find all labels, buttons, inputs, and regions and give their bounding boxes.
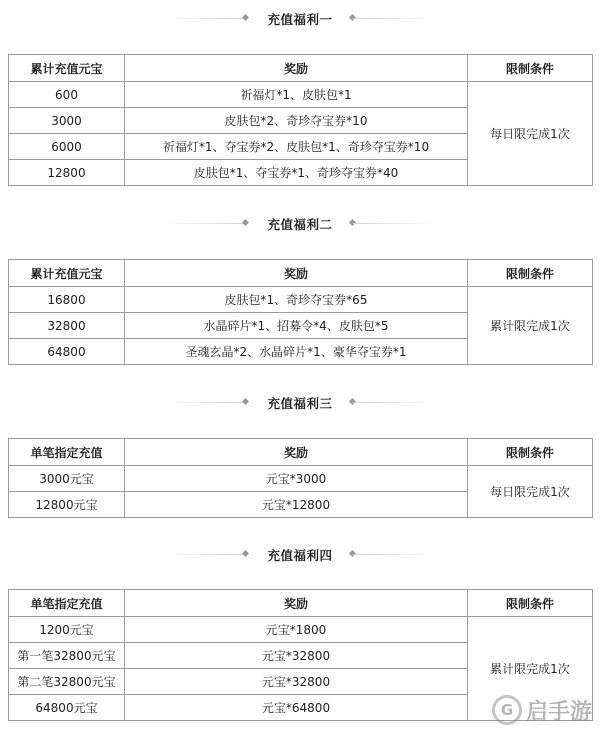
amount-cell: 6000 bbox=[9, 134, 125, 160]
section-title-row bbox=[0, 543, 600, 567]
table-row bbox=[9, 617, 593, 643]
limit-cell: 累计限完成1次 bbox=[468, 287, 593, 365]
table-header-row bbox=[9, 439, 593, 466]
amount-cell: 3000元宝 bbox=[9, 466, 125, 492]
rewards-table-1 bbox=[8, 54, 593, 186]
limit-cell: 每日限完成1次 bbox=[468, 82, 593, 186]
section-title-row bbox=[0, 212, 600, 236]
title-divider-line bbox=[353, 223, 433, 224]
amount-cell: 16800 bbox=[9, 287, 125, 313]
amount-cell: 12800元宝 bbox=[9, 492, 125, 518]
diamond-icon bbox=[242, 550, 249, 557]
header-amount: 累计充值元宝 bbox=[9, 260, 125, 287]
section-title-row bbox=[0, 391, 600, 415]
title-divider-line bbox=[167, 18, 247, 19]
diamond-icon bbox=[242, 14, 249, 21]
section-4 bbox=[0, 543, 600, 567]
diamond-icon bbox=[242, 219, 249, 226]
section-title: 充值福利一 bbox=[267, 12, 333, 27]
header-limit: 限制条件 bbox=[468, 55, 593, 82]
reward-cell: 元宝*3000 bbox=[125, 466, 468, 492]
amount-cell: 64800 bbox=[9, 339, 125, 365]
reward-cell: 皮肤包*2、奇珍夺宝券*10 bbox=[125, 108, 468, 134]
title-divider-line bbox=[167, 223, 247, 224]
header-limit: 限制条件 bbox=[468, 439, 593, 466]
limit-cell: 每日限完成1次 bbox=[468, 466, 593, 518]
amount-cell: 32800 bbox=[9, 313, 125, 339]
reward-cell: 皮肤包*1、夺宝券*1、奇珍夺宝券*40 bbox=[125, 160, 468, 186]
reward-cell: 元宝*64800 bbox=[125, 695, 468, 721]
table-header-row bbox=[9, 260, 593, 287]
title-divider-line bbox=[353, 18, 433, 19]
reward-cell: 祈福灯*1、夺宝券*2、皮肤包*1、奇珍夺宝券*10 bbox=[125, 134, 468, 160]
header-reward: 奖励 bbox=[125, 55, 468, 82]
section-title: 充值福利三 bbox=[267, 396, 333, 411]
reward-cell: 元宝*32800 bbox=[125, 643, 468, 669]
section-title: 充值福利四 bbox=[267, 548, 333, 563]
amount-cell: 3000 bbox=[9, 108, 125, 134]
diamond-icon bbox=[242, 398, 249, 405]
watermark bbox=[492, 692, 592, 728]
reward-cell: 元宝*12800 bbox=[125, 492, 468, 518]
reward-cell: 皮肤包*1、奇珍夺宝券*65 bbox=[125, 287, 468, 313]
reward-cell: 水晶碎片*1、招募令*4、皮肤包*5 bbox=[125, 313, 468, 339]
section-title: 充值福利二 bbox=[267, 217, 333, 232]
amount-cell: 64800元宝 bbox=[9, 695, 125, 721]
rewards-table-3 bbox=[8, 438, 593, 518]
header-amount: 累计充值元宝 bbox=[9, 55, 125, 82]
title-divider-line bbox=[353, 402, 433, 403]
section-title-row bbox=[0, 7, 600, 31]
amount-cell: 第二笔32800元宝 bbox=[9, 669, 125, 695]
header-reward: 奖励 bbox=[125, 260, 468, 287]
section-2 bbox=[0, 212, 600, 236]
limit-cell: 累计限完成1次 bbox=[468, 617, 593, 721]
header-amount: 单笔指定充值 bbox=[9, 590, 125, 617]
table-row bbox=[9, 287, 593, 313]
watermark-logo-icon: G bbox=[492, 695, 522, 725]
header-limit: 限制条件 bbox=[468, 260, 593, 287]
amount-cell: 第一笔32800元宝 bbox=[9, 643, 125, 669]
title-divider-line bbox=[353, 554, 433, 555]
section-3 bbox=[0, 391, 600, 415]
reward-cell: 圣魂玄晶*2、水晶碎片*1、豪华夺宝券*1 bbox=[125, 339, 468, 365]
title-divider-line bbox=[167, 402, 247, 403]
table-header-row bbox=[9, 590, 593, 617]
reward-cell: 元宝*1800 bbox=[125, 617, 468, 643]
reward-cell: 祈福灯*1、皮肤包*1 bbox=[125, 82, 468, 108]
rewards-table-2 bbox=[8, 259, 593, 365]
header-reward: 奖励 bbox=[125, 439, 468, 466]
header-limit: 限制条件 bbox=[468, 590, 593, 617]
section-1 bbox=[0, 7, 600, 31]
reward-cell: 元宝*32800 bbox=[125, 669, 468, 695]
header-reward: 奖励 bbox=[125, 590, 468, 617]
title-divider-line bbox=[167, 554, 247, 555]
header-amount: 单笔指定充值 bbox=[9, 439, 125, 466]
table-header-row bbox=[9, 55, 593, 82]
table-row bbox=[9, 82, 593, 108]
amount-cell: 600 bbox=[9, 82, 125, 108]
table-row bbox=[9, 466, 593, 492]
watermark-text: 启手游 bbox=[525, 699, 592, 725]
amount-cell: 1200元宝 bbox=[9, 617, 125, 643]
amount-cell: 12800 bbox=[9, 160, 125, 186]
